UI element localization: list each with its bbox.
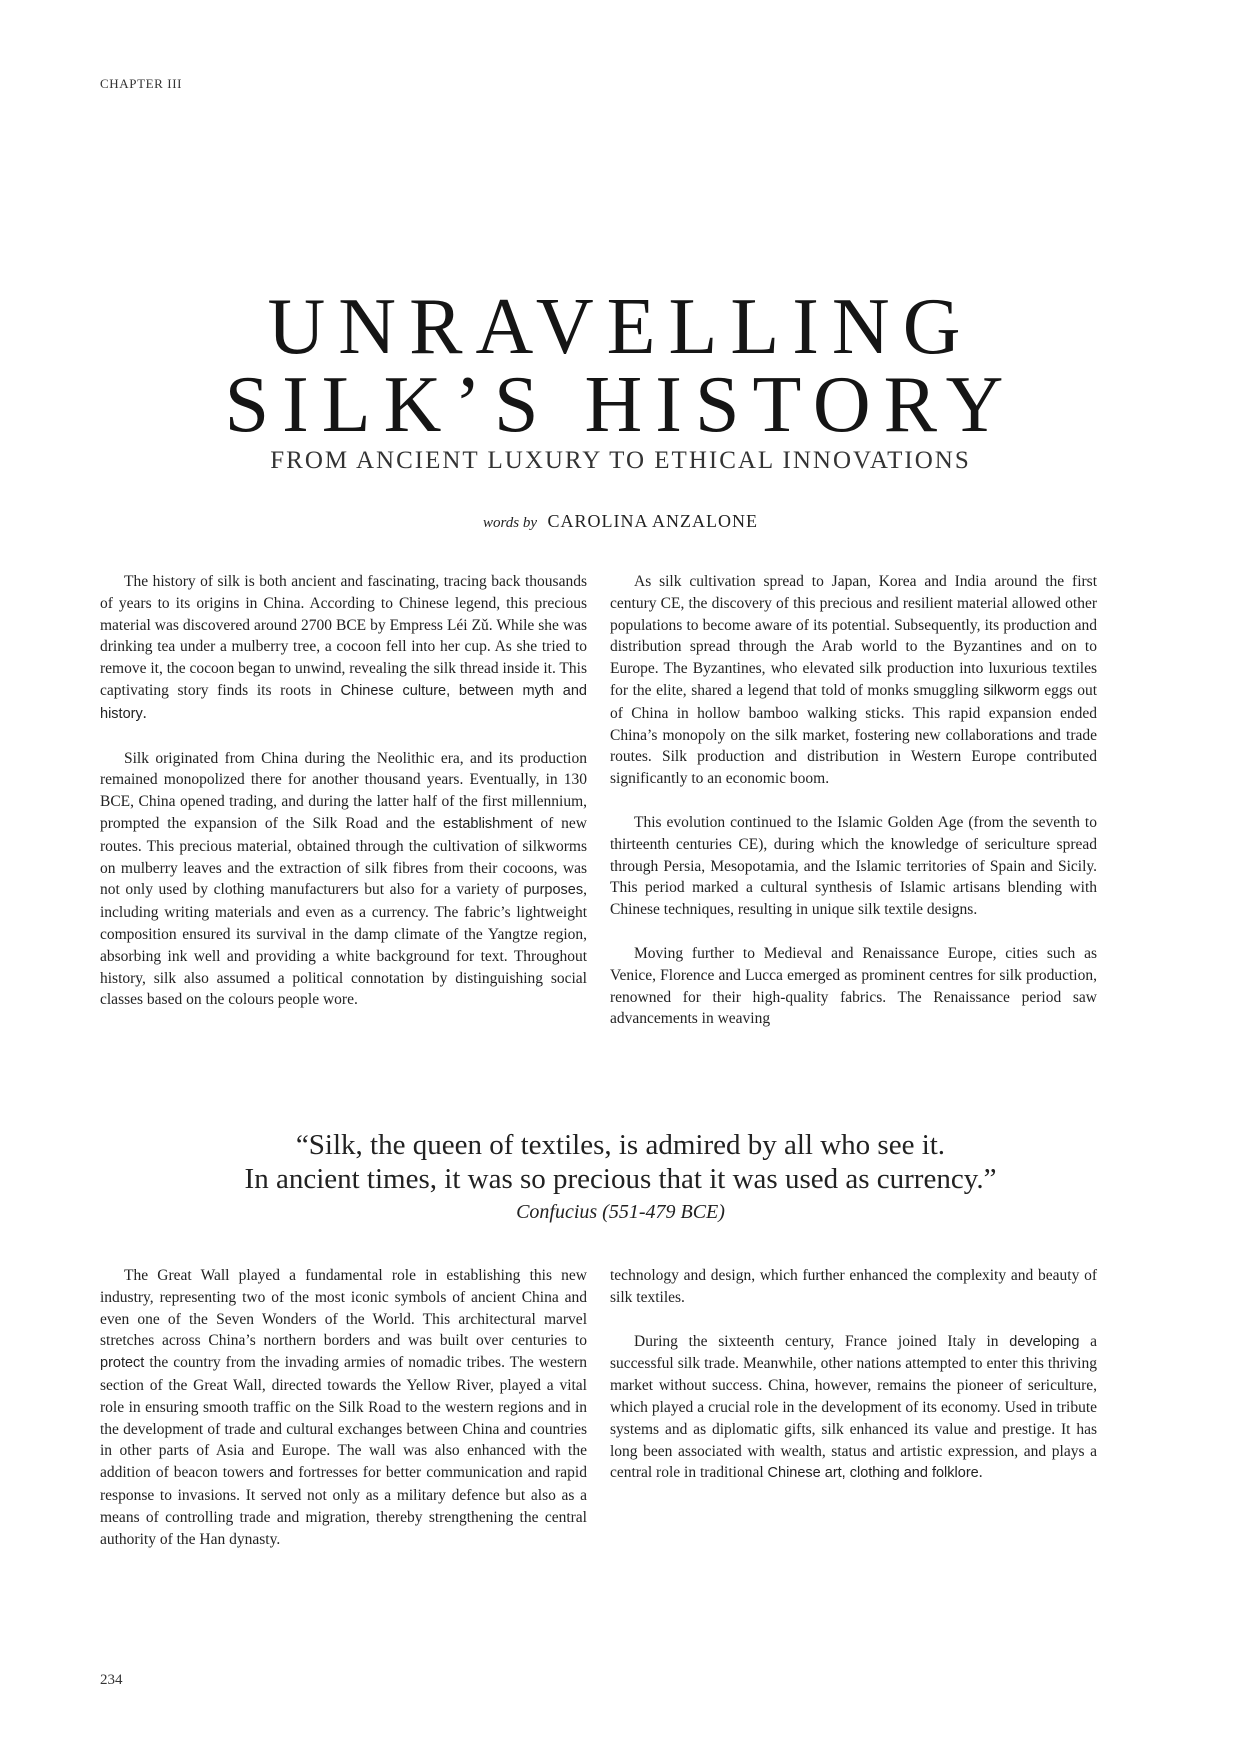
paragraph: Moving further to Medieval and Renaissance Europe, cities such as Venice, Florence and Lucca emerged as prominent centres for silk production, renowned for their high-quality fabrics. The Renaissance period saw advancements in weaving <box>610 944 1097 1028</box>
highlighted-text: and <box>269 1465 294 1482</box>
text-run: Silk originated from China during the Neolithic era, and its production remained monopolized there for another thousand years. Eventually, in 130 BCE, China opened trading, and during the latter half of the first millennium, prompted the expansion of the Silk Road and the <box>100 749 587 832</box>
byline <box>0 511 1241 532</box>
paragraph <box>100 571 587 726</box>
quote-line-1: “Silk, the queen of textiles, is admired by all who see it. <box>295 1129 946 1161</box>
paragraph <box>100 748 587 1012</box>
title-line-1: UNRAVELLING <box>267 283 974 371</box>
subtitle: FROM ANCIENT LUXURY TO ETHICAL INNOVATIONS <box>270 447 971 474</box>
paragraph: This evolution continued to the Islamic Golden Age (from the seventh to thirteenth centuries CE), during which the knowledge of sericulture spread through Persia, Mesopotamia, and the Islamic territories of Spain and Sicily. This period marked a cultural synthesis of Islamic artisans blending with Chinese techniques, resulting in unique silk textile designs. <box>610 813 1097 919</box>
text-run: As silk cultivation spread to Japan, Korea and India around the first century CE, the discovery of this precious and resilient material allowed other populations to become aware of its potential. Subsequently, its production and distribution spread through the Arab world to the Byzantines and on to Europe. The Byzantines, who elevated silk production into luxurious textiles for the elite, shared a legend that told of monks smuggling <box>610 573 1097 699</box>
paragraph <box>610 1331 1097 1486</box>
highlighted-text: establishment <box>443 815 533 832</box>
chapter-label: CHAPTER III <box>100 76 183 91</box>
highlighted-text: Chinese art, clothing and folklore <box>767 1465 979 1482</box>
page-number: 234 <box>100 1672 123 1688</box>
quote-line-2: In ancient times, it was so precious that it was used as currency.” <box>244 1163 997 1195</box>
pull-quote <box>0 1128 1241 1226</box>
paragraph <box>610 571 1097 790</box>
title-line-2: SILK’S HISTORY <box>224 361 1017 449</box>
highlighted-text: silkworm <box>983 682 1040 699</box>
column-left-bottom <box>100 1265 587 1550</box>
text-run: The history of silk is both ancient and fascinating, tracing back thousands of years to its origins in China. According to Chinese legend, this precious material was discovered around 2700 BCE by Empress Léi Zǔ. While she was drinking tea under a mulberry tree, a cocoon fell into her cup. As she tried to remove it, the cocoon began to unwind, revealing the silk thread inside it. This captivating story finds its roots in <box>100 573 587 699</box>
text-run: a successful silk trade. Meanwhile, other nations attempted to enter this thriving market without success. China, however, remains the pioneer of sericulture, which played a crucial role in the development of its economy. Used in tribute systems and as diplomatic gifts, silk enhanced its value and prestige. It has long been associated with wealth, status and artistic expression, and plays a central role in traditional <box>610 1332 1098 1482</box>
column-left-top <box>100 571 587 1011</box>
paragraph: technology and design, which further enhanced the complexity and beauty of silk textiles. <box>610 1267 1097 1306</box>
text-run: . <box>142 704 147 722</box>
highlighted-text: developing <box>1009 1333 1080 1350</box>
byline-prefix: words by <box>482 515 538 531</box>
highlighted-text: protect <box>100 1355 145 1372</box>
byline-author: CAROLINA ANZALONE <box>547 511 759 531</box>
text-run: During the sixteenth century, France joined Italy in <box>634 1332 999 1350</box>
text-run: of new routes. This precious material, obtained through the cultivation of silkworms on mulberry leaves and the extraction of silk fibres from their cocoons, was not only used by clothing manufacturers but also for a variety of <box>100 814 587 899</box>
text-run: , including writing materials and even as a currency. The fabric’s lightweight composition ensured its survival in the damp climate of the Yangtze region, absorbing ink well and providing a white background for text. Throughout history, silk also assumed a political connotation by distinguishing social classes based on the colours people wore. <box>100 881 587 1009</box>
text-run: the country from the invading armies of nomadic tribes. The western section of the Great Wall, directed towards the Yellow River, played a vital role in ensuring smooth traffic on the Silk Road to the western regions and in the development of trade and cultural exchanges between China and countries in other parts of Asia and Europe. The wall was also enhanced with the addition of beacon towers <box>100 1354 587 1482</box>
column-right-top <box>610 571 1097 1030</box>
text-run: fortresses for better communication and rapid response to invasions. It served not only as a military defence but also as a means of controlling trade and migration, thereby strengthening the central authority of the Han dynasty. <box>100 1464 587 1548</box>
highlighted-text: purposes <box>523 882 584 899</box>
text-run: eggs out of China in hollow bamboo walking sticks. This rapid expansion ended China’s monopoly on the silk market, fostering new collaborations and trade routes. Silk production and distribution in Western Europe contributed significantly to an economic boom. <box>610 681 1097 788</box>
text-run: The Great Wall played a fundamental role in establishing this new industry, representing two of the most iconic symbols of ancient China and even one of the Seven Wonders of the World. This architectural marvel stretches across China’s northern borders and was built over centuries to <box>100 1267 587 1350</box>
paragraph <box>100 1265 587 1550</box>
highlighted-text: Chinese culture, between myth and history <box>100 682 587 722</box>
text-run: . <box>978 1464 983 1482</box>
column-right-bottom <box>610 1265 1097 1485</box>
quote-attribution: Confucius (551-479 BCE) <box>516 1201 725 1223</box>
